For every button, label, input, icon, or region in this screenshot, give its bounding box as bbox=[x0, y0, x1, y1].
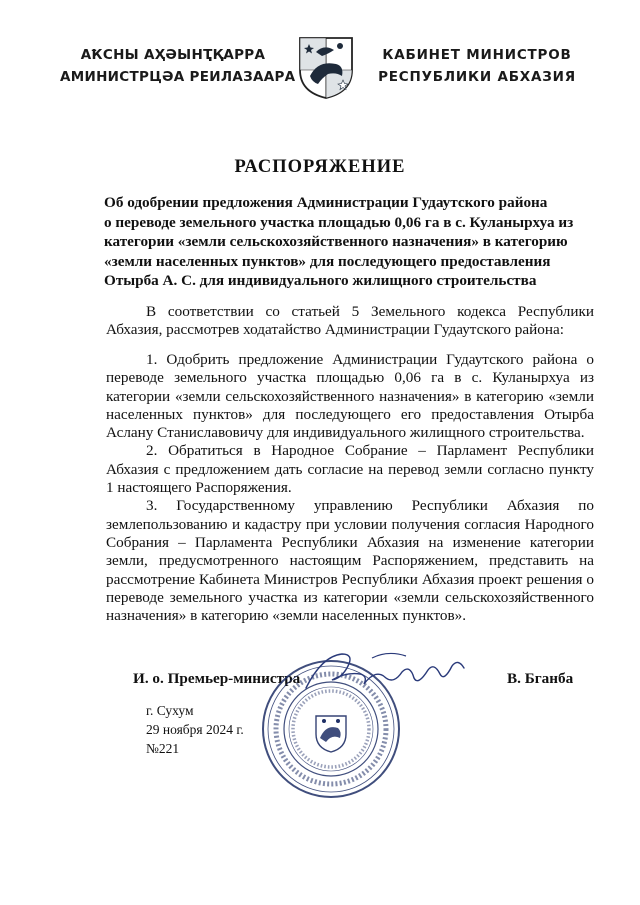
intro-paragraph-block bbox=[106, 303, 594, 340]
subject-line: «земли населенных пунктов» для последующего предоставления bbox=[104, 252, 551, 270]
header-cabinet-name bbox=[372, 44, 582, 88]
issue-date: 29 ноября 2024 г. bbox=[146, 722, 244, 737]
handwritten-signature-icon bbox=[302, 648, 470, 696]
signatory-position: И. о. Премьер-министра bbox=[133, 670, 301, 687]
subject-line: категории «земли сельскохозяйственного назначения» в категорию bbox=[104, 233, 568, 251]
subject-line: о переводе земельного участка площадью 0,06 га в с. Куланырхуа из bbox=[104, 213, 574, 231]
resolution-item-1: 1. Одобрить предложение Администрации Гудаутского района о переводе земельного участка площадью 0,06 га в с. Куланырхуа из категории «земли сельскохозяйственного назначения» в категорию «земли населенных пунктов» для последующего его предоставления Отырба Аслану Станиславовичу для индивидуального жилищного строительства. bbox=[106, 351, 594, 442]
resolution-item-3: 3. Государственному управлению Республики Абхазия по землепользованию и кадастру при условии получения согласия Народного Собрания – Парламента Республики Абхазия на изменение категории земли, предусмотренного настоящим Распоряжением, представить на рассмотрение Кабинета Министров Республики Абхазия проект решения о переводе земельного участка из категории «земли сельскохозяйственного назначения» в категорию «земли населенных пунктов». bbox=[106, 497, 594, 625]
coat-of-arms-icon bbox=[296, 36, 356, 100]
resolution-items bbox=[106, 351, 594, 625]
document-subject bbox=[104, 193, 574, 291]
header-abkhaz-name bbox=[60, 44, 296, 88]
header-left-line2: АМИНИСТРЦӘА РЕИЛАЗААРА bbox=[60, 69, 296, 85]
intro-paragraph: В соответствии со статьей 5 Земельного кодекса Республики Абхазия, рассмотрев ходатайство Администрации Гудаутского района: bbox=[106, 303, 594, 339]
header-right-line2: РЕСПУБЛИКИ АБХАЗИЯ bbox=[378, 69, 576, 85]
document-title: РАСПОРЯЖЕНИЕ bbox=[234, 157, 406, 177]
document-number: №221 bbox=[146, 741, 180, 756]
header-left-line1: АҞСНЫ АҲӘЫНҬҚАРРА bbox=[80, 47, 266, 63]
subject-line: Об одобрении предложения Администрации Гудаутского района bbox=[104, 194, 548, 211]
issue-place: г. Сухум bbox=[146, 703, 194, 718]
resolution-item-2: 2. Обратиться в Народное Собрание – Парламент Республики Абхазия с предложением дать согласие на перевод земли согласно пункту 1 настоящего Распоряжения. bbox=[106, 442, 594, 497]
header-right-line1: КАБИНЕТ МИНИСТРОВ bbox=[382, 47, 572, 63]
signatory-name: В. Бганба bbox=[507, 670, 574, 687]
subject-line: Отырба А. С. для индивидуального жилищного строительства bbox=[104, 272, 537, 290]
